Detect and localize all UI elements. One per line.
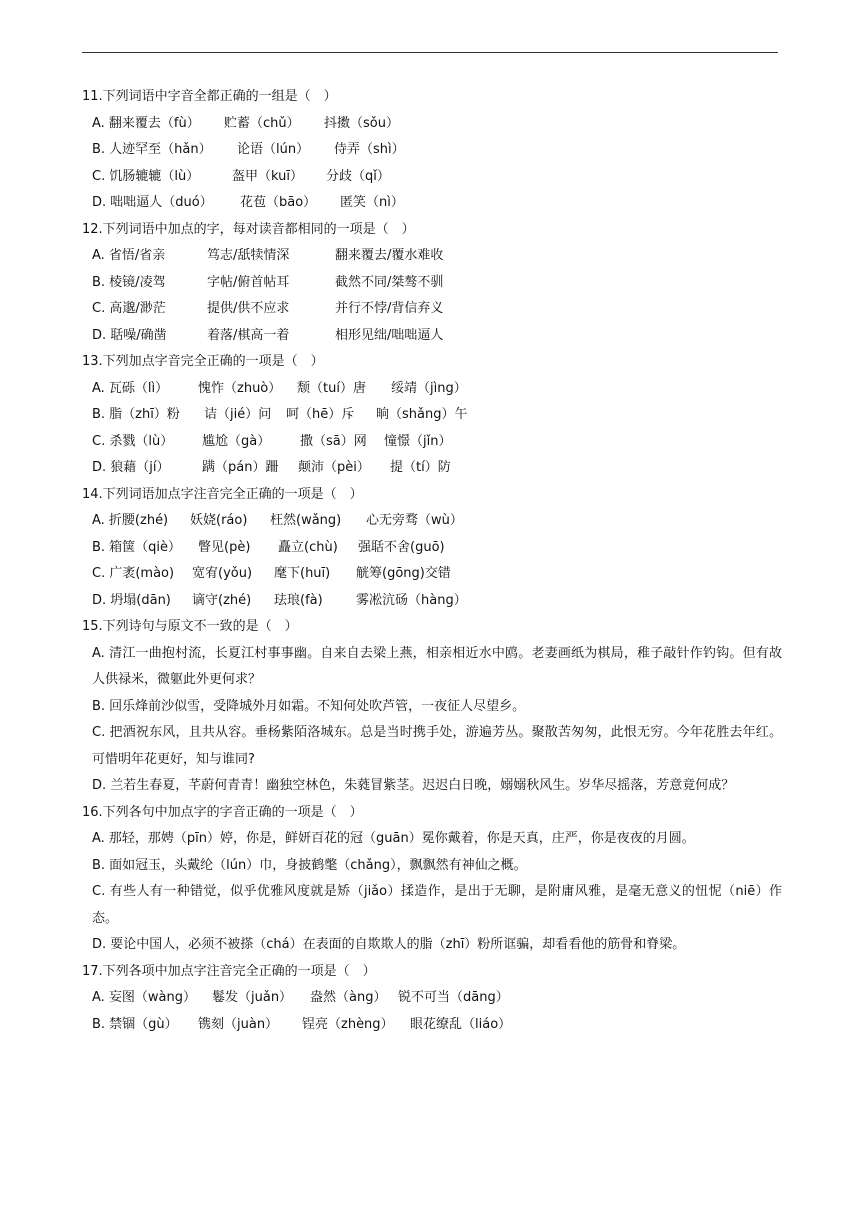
question-12-option-a[interactable]: [92, 243, 782, 270]
option-item: 锐不可当（dāng）: [398, 990, 509, 1005]
question-13-stem: 13.下列加点字音完全正确的一项是（ ）: [82, 354, 324, 369]
option-item: 矗立(chù): [278, 539, 338, 555]
option-item: 论语（lún）: [237, 142, 310, 157]
option-item: A. 妄图（wàng）: [92, 990, 197, 1005]
question-16-option-a[interactable]: A. 那轻，那娉（pīn）婷，你是，鲜妍百花的冠（guān）冕你戴着，你是天真，庄严，你是夜夜的月圆。: [92, 831, 695, 846]
option-item: 鬈发（juǎn）: [212, 990, 293, 1005]
option-item: 珐琅(fà): [274, 592, 323, 608]
option-item: C. 高邈/渺茫: [92, 301, 166, 316]
option-item: 贮蓄（chǔ）: [224, 115, 300, 131]
option-item: 诘（jié）问: [204, 407, 272, 422]
question-14-option-c[interactable]: [92, 561, 782, 588]
option-item: 截然不同/桀骜不驯: [335, 274, 444, 290]
question-15-option-b[interactable]: B. 回乐烽前沙似雪，受降城外月如霜。不知何处吹芦管，一夜征人尽望乡。: [92, 698, 526, 714]
question-14-option-d[interactable]: [92, 588, 782, 615]
question-16-option-d[interactable]: D. 要论中国人，必须不被搽（chá）在表面的自欺欺人的脂（zhī）粉所诓骗，却看看他的筋骨和脊梁。: [92, 937, 686, 952]
option-item: 呵（hē）斥: [286, 407, 355, 422]
header-rule: [82, 52, 778, 53]
option-item: 宽宥(yǒu): [192, 566, 253, 581]
question-15-option-d[interactable]: D. 兰若生春夏，芊蔚何青青！幽独空林色，朱蕤冒紫茎。迟迟白日晚，嫋嫋秋风生。岁华尽摇落，芳意竟何成？: [92, 778, 735, 793]
option-item: 盔甲（kuī）: [232, 168, 303, 184]
option-item: 锃亮（zhèng）: [302, 1016, 394, 1032]
question-11-option-b[interactable]: [92, 137, 782, 164]
question-17-option-a[interactable]: [92, 985, 782, 1012]
question-17-stem: 17.下列各项中加点字注音完全正确的一项是（ ）: [82, 963, 376, 979]
question-11-option-a[interactable]: [92, 111, 782, 138]
question-16-option-b[interactable]: B. 面如冠玉，头戴纶（lún）巾，身披鹤氅（chǎng），飘飘然有神仙之概。: [92, 857, 527, 873]
option-item: 字帖/俯首帖耳: [207, 274, 290, 290]
option-item: 蹒（pán）跚: [202, 460, 279, 475]
option-item: C. 广袤(mào): [92, 566, 175, 581]
option-item: 颠沛（pèi）: [298, 460, 370, 475]
option-item: B. 脂（zhī）粉: [92, 407, 180, 422]
option-item: 撒（sā）网: [300, 433, 367, 449]
option-item: D. 坍塌(dān): [92, 592, 171, 608]
option-item: 强聒不舍(guō): [358, 539, 445, 555]
option-item: 枉然(wǎng): [270, 513, 342, 528]
option-item: 着落/棋高一着: [207, 327, 290, 343]
option-item: B. 箱箧（qiè）: [92, 539, 182, 555]
question-15-stem: 15.下列诗句与原文不一致的是（ ）: [82, 619, 298, 634]
option-item: 花苞（bāo）: [240, 195, 317, 210]
option-item: B. 人迹罕至（hǎn）: [92, 142, 212, 157]
option-item: 眼花缭乱（liáo）: [410, 1016, 512, 1032]
option-item: 并行不悖/背信弃义: [335, 301, 444, 316]
option-item: 提（tí）防: [390, 460, 451, 475]
option-item: 镌刻（juàn）: [198, 1016, 279, 1032]
question-12-stem: 12.下列词语中加点的字，每对读音都相同的一项是（ ）: [82, 221, 415, 237]
question-12-option-d[interactable]: [92, 323, 782, 350]
question-14-stem: 14.下列词语加点字注音完全正确的一项是（ ）: [82, 486, 363, 502]
option-item: C. 杀戮（lù）: [92, 433, 174, 449]
option-item: 麾下(huī): [274, 566, 331, 581]
option-item: 颓（tuí）唐: [297, 380, 366, 396]
option-item: D. 咄咄逼人（duó）: [92, 195, 213, 210]
option-item: A. 省悟/省亲: [92, 248, 166, 263]
question-13-option-b[interactable]: [92, 402, 782, 429]
option-item: 瞥见(pè): [198, 539, 251, 555]
option-item: 侍弄（shì）: [334, 142, 405, 157]
option-item: 心无旁骛（wù）: [366, 513, 463, 528]
question-13-option-c[interactable]: [92, 429, 782, 456]
exam-content: [82, 84, 782, 1038]
option-item: 相形见绌/咄咄逼人: [335, 327, 444, 343]
option-item: 妖娆(ráo): [190, 513, 248, 528]
option-item: B. 棱镜/凌驾: [92, 274, 166, 290]
option-item: 尴尬（gà）: [202, 433, 271, 449]
question-15-option-a[interactable]: A. 清江一曲抱村流，长夏江村事事幽。自来自去梁上燕，相亲相近水中鸥。老妻画纸为棋局，稚子敲针作钓钩。但有故人供禄米，微躯此外更何求？: [92, 645, 782, 687]
option-item: C. 饥肠辘辘（lù）: [92, 168, 200, 184]
question-15-option-c[interactable]: C. 把酒祝东风，且共从容。垂杨紫陌洛城东。总是当时携手处，游遍芳丛。聚散苦匆匆，此恨无穷。今年花胜去年红。可惜明年花更好，知与谁同?: [92, 725, 782, 767]
option-item: 憧憬（jǐn）: [384, 433, 452, 449]
question-11-option-c[interactable]: [92, 164, 782, 191]
option-item: 分歧（qǐ）: [326, 168, 390, 184]
option-item: 绥靖（jìng）: [391, 380, 467, 396]
option-item: 觥筹(gōng)交错: [356, 566, 451, 581]
question-11-stem: 11.下列词语中字音全都正确的一组是（ ）: [82, 89, 337, 104]
question-13-option-a[interactable]: [92, 376, 782, 403]
question-12-option-b[interactable]: [92, 270, 782, 297]
option-item: 翻来覆去/覆水难收: [335, 248, 444, 263]
option-item: B. 禁锢（gù）: [92, 1016, 178, 1032]
option-item: 愧怍（zhuò）: [198, 380, 282, 396]
option-item: 盎然（àng）: [310, 990, 387, 1005]
question-14-option-a[interactable]: [92, 508, 782, 535]
question-17-option-b[interactable]: [92, 1012, 782, 1039]
question-12-option-c[interactable]: [92, 296, 782, 323]
option-item: 谪守(zhé): [192, 592, 252, 608]
option-item: D. 聒噪/确凿: [92, 327, 167, 343]
option-item: A. 瓦砾（lì）: [92, 380, 169, 396]
option-item: 晌（shǎng）午: [376, 407, 468, 422]
option-item: A. 折腰(zhé): [92, 513, 169, 528]
question-11-option-d[interactable]: [92, 190, 782, 217]
question-16-stem: 16.下列各句中加点字的字音正确的一项是（ ）: [82, 804, 363, 820]
option-item: 雾凇沆砀（hàng）: [356, 592, 467, 608]
question-13-option-d[interactable]: [92, 455, 782, 482]
option-item: D. 狼藉（jí）: [92, 460, 170, 475]
option-item: 抖擞（sǒu）: [324, 115, 399, 131]
question-16-option-c[interactable]: C. 有些人有一种错觉，似乎优雅风度就是矫（jiǎo）揉造作，是出于无聊，是附庸风雅，是毫无意义的忸怩（niē）作态。: [92, 884, 782, 926]
option-item: 匿笑（nì）: [340, 195, 404, 210]
option-item: A. 翻来覆去（fù）: [92, 115, 200, 131]
option-item: 提供/供不应求: [207, 301, 290, 316]
option-item: 笃志/舐犊情深: [207, 248, 290, 263]
question-14-option-b[interactable]: [92, 535, 782, 562]
